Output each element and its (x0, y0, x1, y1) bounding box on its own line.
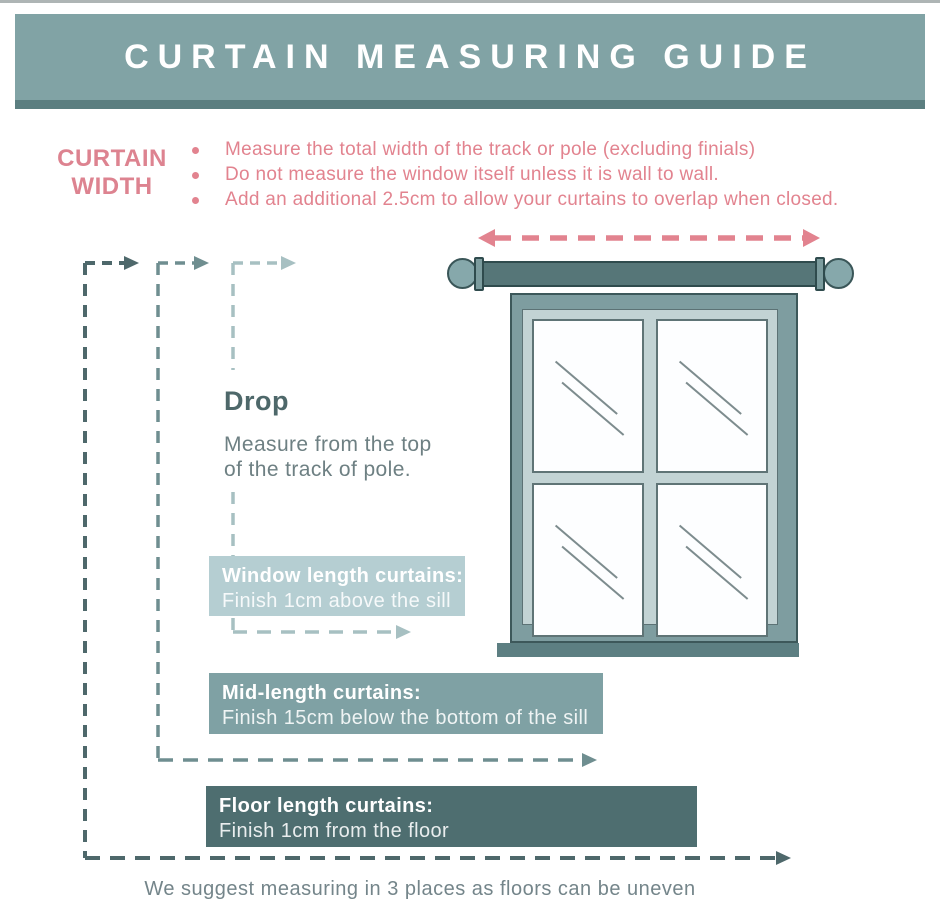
window-illustration (510, 293, 798, 643)
window-pane (656, 319, 768, 473)
curtain-width-label-line2: WIDTH (71, 173, 153, 200)
bullet-item (192, 165, 839, 184)
floor-length-subtitle: Finish 1cm from the floor (219, 820, 450, 842)
pole-end-cap-right-icon (815, 257, 825, 291)
curtain-width-bullets (192, 140, 839, 215)
bullet-text: Add an additional 2.5cm to allow your curtains to overlap when closed. (225, 189, 839, 210)
curtain-pole (481, 261, 819, 287)
glass-reflection-icon (534, 321, 642, 471)
curtain-width-label-line1: CURTAIN (57, 145, 167, 172)
floor-length-title: Floor length curtains: (219, 795, 434, 817)
page-title: CURTAIN MEASURING GUIDE (124, 37, 816, 76)
window-length-subtitle: Finish 1cm above the sill (222, 590, 451, 612)
window-length-box (209, 556, 465, 616)
bullet-dot-icon (192, 172, 199, 179)
drop-heading: Drop (224, 386, 289, 416)
bullet-text: Measure the total width of the track or pole (excluding finials) (225, 139, 756, 160)
mid-length-subtitle: Finish 15cm below the bottom of the sill (222, 707, 589, 729)
bullet-dot-icon (192, 197, 199, 204)
curtain-width-label (52, 145, 172, 201)
window-length-title: Window length curtains: (222, 565, 464, 587)
footer-note: We suggest measuring in 3 places as floors can be uneven (144, 878, 696, 900)
banner-strip (15, 100, 925, 109)
curtain-width-arrow-icon (478, 229, 820, 247)
pole-finial-right-icon (823, 258, 854, 289)
glass-reflection-icon (534, 485, 642, 635)
window-pane (532, 319, 644, 473)
mid-length-title: Mid-length curtains: (222, 682, 422, 704)
window-pane (532, 483, 644, 637)
glass-reflection-icon (658, 485, 766, 635)
bullet-text: Do not measure the window itself unless it is wall to wall. (225, 164, 719, 185)
bullet-dot-icon (192, 147, 199, 154)
window-panes (532, 319, 768, 612)
drop-body-line2: of the track of pole. (224, 458, 412, 481)
window-pane (656, 483, 768, 637)
drop-body-line1: Measure from the top (224, 433, 432, 456)
drop-body (224, 432, 432, 482)
pole-end-cap-left-icon (474, 257, 484, 291)
window-inner-frame (522, 309, 778, 625)
floor-length-box (206, 786, 697, 847)
top-edge-line (0, 0, 940, 3)
bullet-item (192, 190, 839, 209)
mid-length-box (209, 673, 603, 734)
window-sill (497, 643, 799, 657)
bullet-item (192, 140, 839, 159)
glass-reflection-icon (658, 321, 766, 471)
banner (15, 14, 925, 100)
